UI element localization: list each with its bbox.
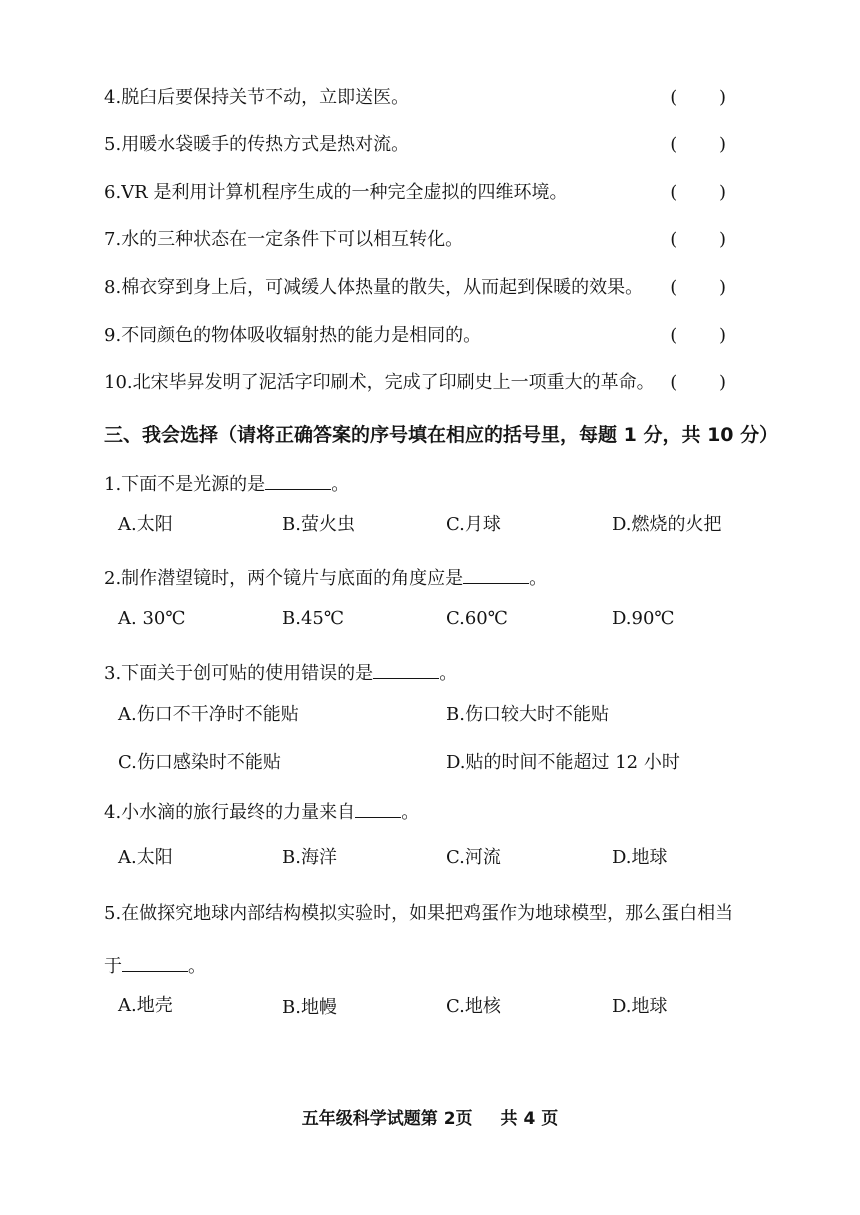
item-number: 6.: [104, 182, 122, 203]
stem-end: 。: [331, 474, 350, 495]
option-b: B.萤火虫: [282, 514, 355, 535]
item-number: 10.: [104, 372, 133, 393]
answer-parentheses[interactable]: ( ): [670, 87, 744, 108]
item-text: 不同颜色的物体吸收辐射热的能力是相同的。: [121, 325, 482, 346]
tf-item: [104, 368, 764, 398]
item-text: 脱臼后要保持关节不动，立即送医。: [121, 87, 410, 108]
item-number: 9.: [104, 325, 122, 346]
option-d: D.地球: [612, 847, 668, 868]
item-text: VR 是利用计算机程序生成的一种完全虚拟的四维环境。: [121, 182, 568, 203]
answer-blank[interactable]: [122, 951, 188, 972]
option-c: C.月球: [446, 514, 501, 535]
item-text: 水的三种状态在一定条件下可以相互转化。: [121, 229, 464, 250]
option-d: D.90℃: [612, 608, 675, 629]
question-stem: [104, 469, 349, 500]
item-number: 4.: [104, 87, 122, 108]
answer-blank[interactable]: [373, 658, 439, 679]
stem-end: 。: [439, 663, 458, 684]
tf-item: [104, 273, 764, 303]
item-number: 5.: [104, 134, 122, 155]
answer-parentheses[interactable]: ( ): [670, 372, 744, 393]
stem-end: 。: [188, 956, 206, 977]
section-title: 三、我会选择（请将正确答案的序号填在相应的括号里，每题 1 分，共 10 分）: [104, 424, 779, 446]
question-stem: [104, 658, 457, 689]
option-a: A.伤口不干净时不能贴: [118, 704, 299, 725]
option-a: A. 30℃: [118, 608, 186, 629]
tf-item: [104, 321, 764, 351]
option-b: B.伤口较大时不能贴: [446, 704, 609, 725]
answer-parentheses[interactable]: ( ): [670, 134, 744, 155]
tf-item: [104, 130, 764, 160]
footer-total-pages: 共 4 页: [500, 1109, 559, 1129]
item-text: 北宋毕昇发明了泥活字印刷术，完成了印刷史上一项重大的革命。: [132, 372, 655, 393]
option-d: D.燃烧的火把: [612, 514, 722, 535]
question-stem-continued: [104, 951, 206, 982]
answer-blank[interactable]: [265, 469, 331, 490]
tf-item: [104, 83, 764, 113]
item-text: 棉衣穿到身上后，可减缓人体热量的散失，从而起到保暖的效果。: [121, 277, 644, 298]
option-a: A.太阳: [118, 514, 173, 535]
footer-page-label: 五年级科学试题第 2页: [301, 1109, 473, 1129]
stem-end: 。: [529, 568, 548, 589]
answer-parentheses[interactable]: ( ): [670, 277, 744, 298]
answer-blank[interactable]: [463, 563, 529, 584]
option-a: A.地壳: [118, 995, 173, 1016]
option-d: D.地球: [612, 996, 668, 1017]
answer-parentheses[interactable]: ( ): [670, 229, 744, 250]
tf-item: [104, 178, 764, 208]
option-d: D.贴的时间不能超过 12 小时: [446, 752, 680, 773]
stem-text: 4.小水滴的旅行最终的力量来自: [104, 802, 356, 823]
option-c: C.河流: [446, 847, 501, 868]
page-footer: [0, 1104, 860, 1129]
answer-blank[interactable]: [355, 797, 401, 818]
question-stem: [104, 797, 419, 828]
option-b: B.地幔: [282, 997, 337, 1018]
tf-item: [104, 225, 764, 255]
question-stem: 5.在做探究地球内部结构模拟实验时，如果把鸡蛋作为地球模型，那么蛋白相当: [104, 903, 734, 924]
stem-text: 于: [104, 956, 122, 977]
stem-text: 1.下面不是光源的是: [104, 474, 266, 495]
answer-parentheses[interactable]: ( ): [670, 325, 744, 346]
option-c: C.60℃: [446, 608, 508, 629]
item-number: 8.: [104, 277, 122, 298]
option-c: C.地核: [446, 996, 501, 1017]
question-stem: [104, 563, 547, 594]
item-number: 7.: [104, 229, 122, 250]
answer-parentheses[interactable]: ( ): [670, 182, 744, 203]
option-b: B.海洋: [282, 847, 337, 868]
stem-text: 2.制作潜望镜时，两个镜片与底面的角度应是: [104, 568, 464, 589]
item-text: 用暖水袋暖手的传热方式是热对流。: [121, 134, 410, 155]
stem-text: 3.下面关于创可贴的使用错误的是: [104, 663, 374, 684]
option-b: B.45℃: [282, 608, 344, 629]
option-c: C.伤口感染时不能贴: [118, 752, 281, 773]
option-a: A.太阳: [118, 847, 173, 868]
stem-end: 。: [401, 802, 420, 823]
